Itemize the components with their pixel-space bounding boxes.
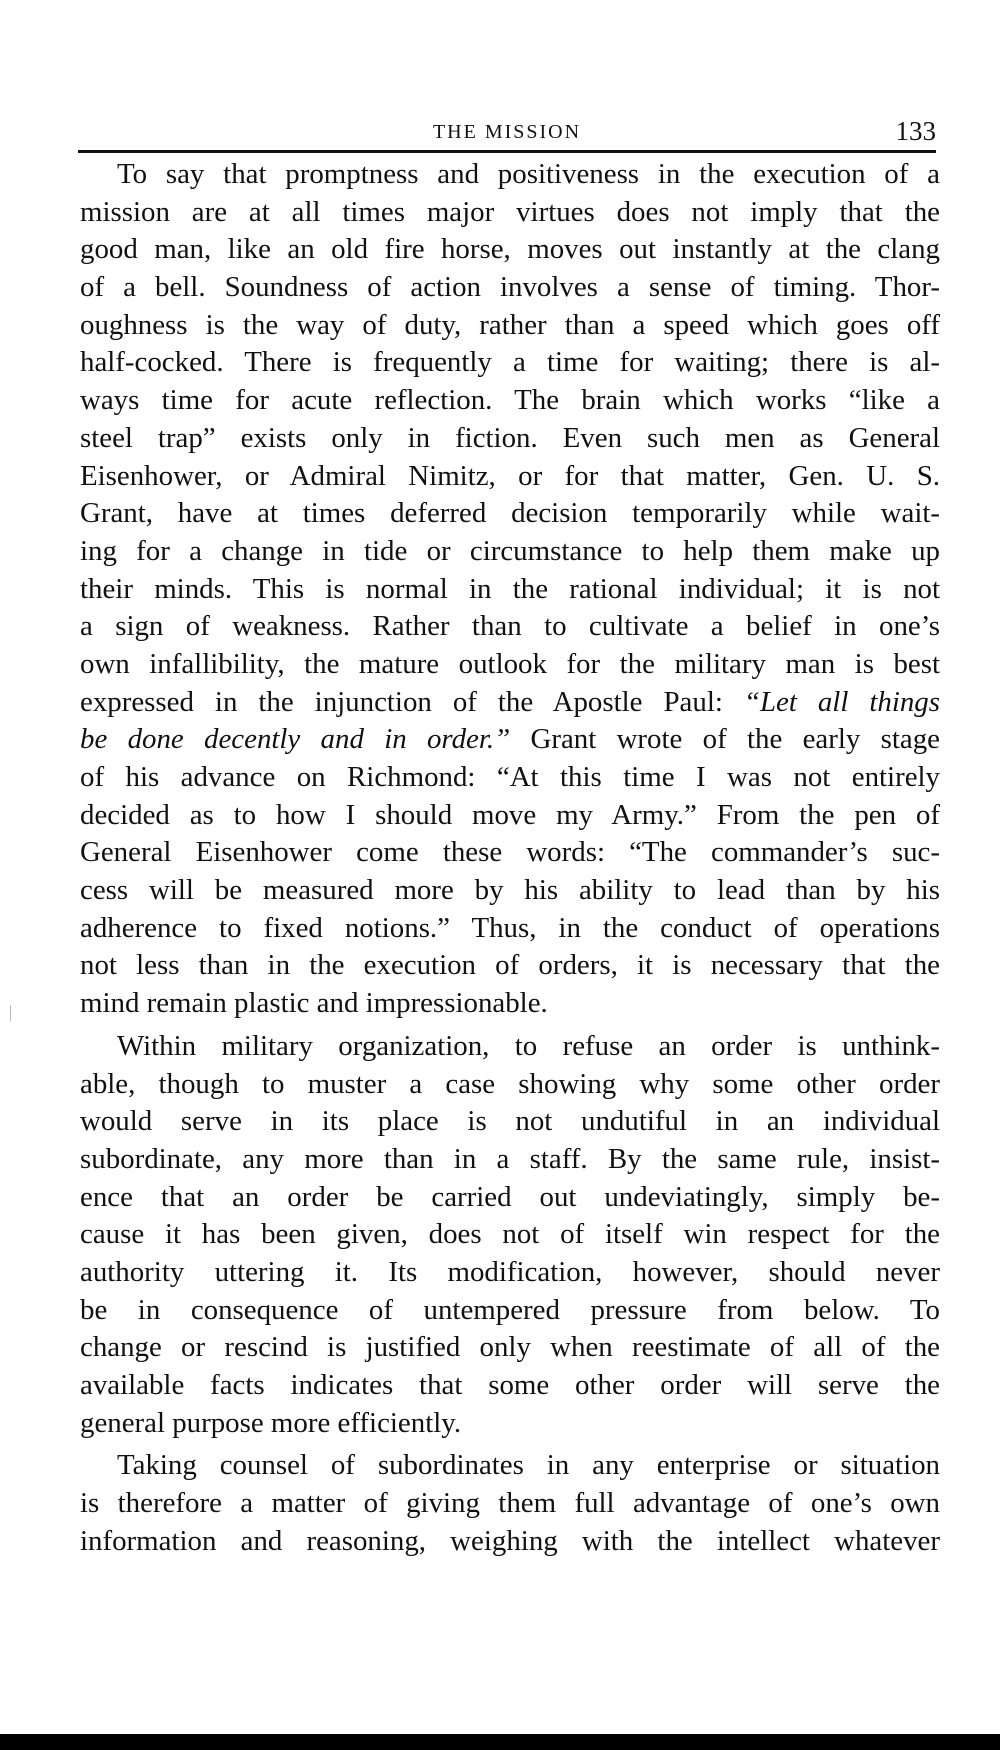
text-line: steel trap” exists only in fiction. Even such men as General: [80, 421, 940, 454]
text-line: ways time for acute reflection. The brain which works “like a: [80, 384, 940, 417]
body-text: [80, 156, 940, 1560]
text-line: adherence to fixed notions.” Thus, in the conduct of operations: [80, 911, 940, 944]
text-line-mixed-italic: [80, 684, 940, 722]
text-line: To say that promptness and positiveness in the execution of a: [117, 158, 940, 190]
text-line: available facts indicates that some other order will serve the: [80, 1369, 940, 1401]
text-line: is therefore a matter of giving them full advantage of one’s own: [80, 1487, 940, 1520]
text-line-mixed-italic: [80, 721, 940, 759]
text-line: oughness is the way of duty, rather than a speed which goes off: [80, 308, 940, 341]
text-line: Eisenhower, or Admiral Nimitz, or for that matter, Gen. U. S.: [80, 459, 940, 492]
text-line: good man, like an old fire horse, moves out instantly at the clang: [80, 233, 940, 266]
text-line: change or rescind is justified only when reestimate of all of the: [80, 1331, 940, 1364]
text-line: their minds. This is normal in the rational individual; it is not: [80, 572, 940, 605]
text-line: decided as to how I should move my Army.” From the pen of: [80, 798, 940, 831]
text-line: general purpose more efficiently.: [80, 1406, 462, 1439]
text-line: ence that an order be carried out undeviatingly, simply be-: [80, 1180, 940, 1213]
text-line: mission are at all times major virtues does not imply that the: [80, 195, 940, 228]
text-line: half-cocked. There is frequently a time for waiting; there is al-: [80, 346, 940, 379]
text-line: of his advance on Richmond: “At this time I was not entirely: [80, 761, 940, 793]
text-line: cause it has been given, does not of itself win respect for the: [80, 1218, 940, 1251]
text-line: would serve in its place is not undutiful in an individual: [80, 1105, 940, 1138]
page-number: 133: [895, 116, 936, 146]
text-segment: Grant wrote of the early stage: [510, 723, 940, 756]
text-line: ing for a change in tide or circumstance to help them make up: [80, 534, 940, 567]
text-line: mind remain plastic and impressionable.: [80, 987, 548, 1020]
text-line: not less than in the execution of orders, it is necessary that the: [80, 949, 940, 982]
paragraph-2: [80, 1028, 940, 1443]
paragraph-1: [80, 156, 940, 1023]
text-segment: expressed in the injunction of the Apostle Paul:: [80, 685, 744, 718]
text-line: subordinate, any more than in a staff. By the same rule, insist-: [80, 1142, 940, 1175]
text-line: a sign of weakness. Rather than to cultivate a belief in one’s: [80, 610, 940, 643]
italic-quote-segment: be done decently and in order.”: [80, 723, 511, 756]
paragraph-3: [80, 1447, 940, 1560]
text-line: General Eisenhower come these words: “The commander’s suc-: [80, 836, 940, 869]
running-title: THE MISSION: [432, 121, 582, 143]
scan-bottom-edge: [0, 1734, 1000, 1750]
text-line: able, though to muster a case showing why some other order: [80, 1067, 940, 1100]
text-line: authority uttering it. Its modification, however, should never: [80, 1255, 940, 1288]
text-line: own infallibility, the mature outlook for the military man is best: [80, 647, 940, 680]
text-line: Taking counsel of subordinates in any enterprise or situation: [117, 1449, 940, 1482]
text-line: cess will be measured more by his ability to lead than by his: [80, 874, 940, 907]
text-line: of a bell. Soundness of action involves a sense of timing. Thor-: [80, 271, 940, 304]
text-line: information and reasoning, weighing with the intellect whatever: [80, 1524, 940, 1557]
running-head: [78, 116, 936, 153]
italic-quote-segment: “Let all things: [743, 685, 940, 718]
text-line: Within military organization, to refuse an order is unthink-: [117, 1029, 940, 1062]
text-line: Grant, have at times deferred decision temporarily while wait-: [80, 497, 940, 530]
text-line: be in consequence of untempered pressure from below. To: [80, 1293, 940, 1326]
scan-speck: [10, 1005, 11, 1021]
